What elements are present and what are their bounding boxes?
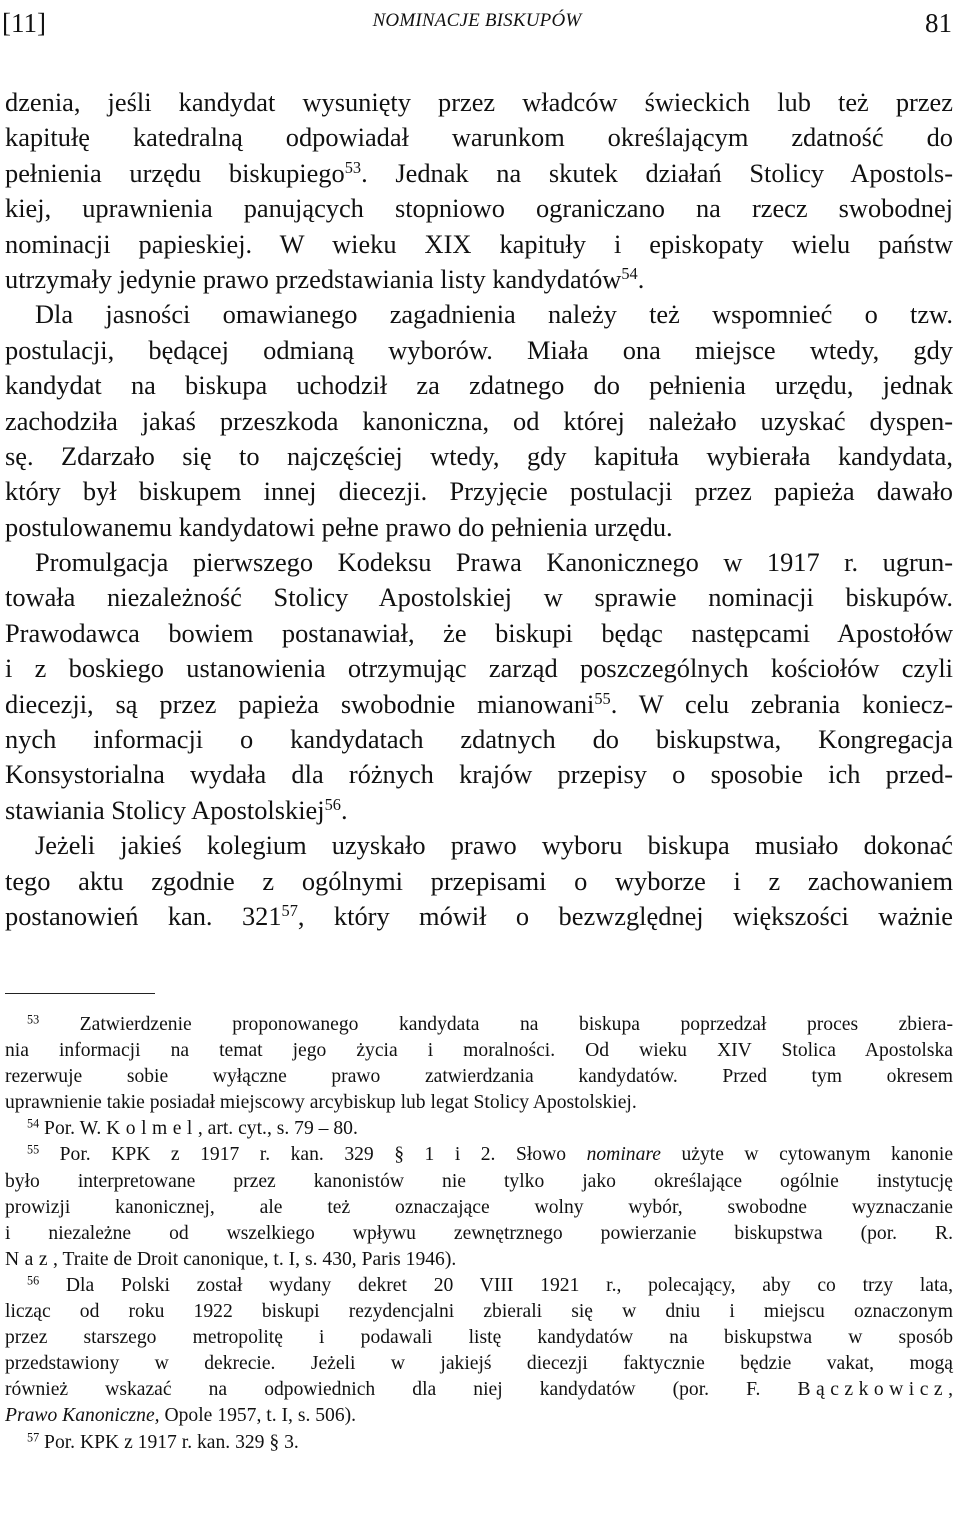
footnote-marker: 54 xyxy=(27,1116,40,1131)
author-name: Kolmel xyxy=(106,1118,198,1140)
body-line: towała niezależność Stolicy Apostolskiej w sprawie nominacji biskupów. xyxy=(5,582,953,613)
author-name: Naz xyxy=(5,1248,54,1270)
text-run: również wskazać na odpowiednich dla niej kandydatów (por. F. xyxy=(5,1379,761,1401)
text-run: , art. cyt., s. 79 – 80. xyxy=(197,1118,358,1140)
text-run: Zatwierdzenie proponowanego kandydata na biskupa poprzedzał proces zbiera- xyxy=(79,1014,953,1035)
footnote-marker: 56 xyxy=(27,1273,40,1288)
section-number: [11] xyxy=(2,8,46,38)
body-line: zachodziła jakaś przeszkoda kanoniczna, od której należało uzyskać dyspen- xyxy=(5,405,953,436)
body-line xyxy=(5,156,953,191)
text-run: Por. W. xyxy=(44,1118,102,1140)
footnote-ref-56: 56 xyxy=(324,794,341,814)
body-line: i z boskiego ustanowienia otrzymując zarząd poszczególnych kościołów czyli xyxy=(5,653,953,684)
body-line: dzenia, jeśli kandydat wysunięty przez władców świeckich lub też przez xyxy=(5,87,953,117)
footnote-line xyxy=(5,1247,953,1273)
text-run: Por. KPK z 1917 r. kan. 329 § 1 i 2. Słowo xyxy=(59,1144,567,1166)
text-run: stawiania Stolicy Apostolskiej xyxy=(5,794,325,825)
footnote-54 xyxy=(5,1116,953,1142)
body-line: kandydat na biskupa uchodził za zdatnego do pełnienia urzędu, jednak xyxy=(5,370,953,401)
text-run: pełnienia urzędu biskupiego xyxy=(5,157,345,188)
footnote-marker: 53 xyxy=(27,1012,40,1027)
text-run: użyte w cytowanym kanonie xyxy=(681,1144,954,1166)
page-number: 81 xyxy=(925,8,952,38)
body-line: kapitułę katedralną odpowiadał warunkom określającym zdatność do xyxy=(5,122,953,153)
body-line: Dla jasności omawianego zagadnienia należy też wspomnieć o tzw. xyxy=(35,299,953,330)
footnote-line: przedstawiony w dekrecie. Jeżeli w jakiejś diecezji faktycznie będzie vakat, mogą xyxy=(5,1353,953,1375)
footnote-marker: 57 xyxy=(27,1429,40,1444)
text-run: . xyxy=(637,263,645,294)
footnote-line: prowizji kanonicznej, ale też oznaczające wolny wybór, swobodne wyznaczanie xyxy=(5,1196,953,1218)
text-run: . xyxy=(340,794,348,825)
body-line: nominacji papieskiej. W wieku XIX kapituły i episkopaty wielu państw xyxy=(5,228,953,259)
footnote-line xyxy=(5,1377,953,1403)
text-run: Por. KPK z 1917 r. kan. 329 § 3. xyxy=(44,1431,299,1453)
footnote-line: nia informacji na temat jego życia i moralności. Od wieku XIV Stolica Apostolska xyxy=(5,1040,953,1062)
footnotes xyxy=(5,1012,953,1456)
text-run: diecezji, są przez papieża swobodnie mianowani xyxy=(5,688,595,719)
body-line: który był biskupem innej diecezji. Przyjęcie postulacji przez papieża dawało xyxy=(5,476,953,507)
text-run: , xyxy=(948,1379,953,1401)
running-title: NOMINACJE BISKUPÓW xyxy=(372,10,582,31)
footnote-ref-53: 53 xyxy=(344,157,362,177)
body-line: postulowanemu kandydatowi pełne prawo do pełnienia urzędu. xyxy=(5,511,673,542)
text-run: . W celu zebrania koniecz- xyxy=(610,688,953,719)
body-line xyxy=(5,262,953,297)
body-line: kiej, uprawnienia panujących stopniowo ograniczano na rzecz swobodnej xyxy=(5,193,953,224)
body-line: nych informacji o kandydatach zdatnych do biskupstwa, Kongregacja xyxy=(5,724,953,755)
footnote-line: było interpretowane przez kanonistów nie tylko jako określające ogólnie instytucję xyxy=(5,1170,953,1192)
footnote-ref-54: 54 xyxy=(621,263,638,283)
italic-title: Prawo Kanoniczne, xyxy=(5,1405,160,1427)
footnote-55 xyxy=(5,1142,953,1168)
body-line: Jeżeli jakieś kolegium uzyskało prawo wyboru biskupa musiało dokonać xyxy=(35,830,953,861)
footnote-separator xyxy=(5,993,155,994)
body-line xyxy=(5,899,953,934)
body-line: tego aktu zgodnie z ogólnymi przepisami o wyborze i z zachowaniem xyxy=(5,865,953,896)
footnote-marker: 55 xyxy=(27,1142,40,1157)
running-header xyxy=(2,4,952,44)
body-line xyxy=(5,687,953,722)
body-line: Promulgacja pierwszego Kodeksu Prawa Kanonicznego w 1917 r. ugrun- xyxy=(35,547,953,578)
footnote-line: licząc od roku 1922 biskupi rezydencjalni zbierali się w dniu i miejscu oznaczonym xyxy=(5,1301,953,1323)
footnote-ref-55: 55 xyxy=(594,688,611,708)
author-name: Bączkowicz xyxy=(797,1379,949,1401)
text-run: . Jednak na skutek działań Stolicy Apostols- xyxy=(361,157,953,188)
footnote-line: rezerwuje sobie wyłączne prawo zatwierdzania kandydatów. Przed tym okresem xyxy=(5,1066,953,1088)
body-line: Prawodawca bowiem postanawiał, że biskupi będąc następcami Apostołów xyxy=(5,617,953,648)
footnote-ref-57: 57 xyxy=(281,900,298,920)
footnote-line: przez starszego metropolitę i podawali listę kandydatów na biskupstwa w sposób xyxy=(5,1327,953,1349)
footnote-53 xyxy=(5,1012,953,1038)
body-line: sę. Zdarzało się to najczęściej wtedy, gdy kapituła wybierała kandydata, xyxy=(5,440,953,471)
body-line: Konsystorialna wydała dla różnych krajów przepisy o sposobie ich przed- xyxy=(5,759,953,790)
footnote-57 xyxy=(5,1430,953,1456)
text-run: postanowień kan. 321 xyxy=(5,900,282,931)
footnote-line: uprawnienie takie posiadał miejscowy arcybiskup lub legat Stolicy Apostolskiej. xyxy=(5,1092,637,1114)
text-run: Dla Polski został wydany dekret 20 VIII 1921 r., polecający, aby co trzy lata, xyxy=(65,1274,953,1296)
footnote-line xyxy=(5,1403,953,1429)
body-line: postulacji, będącej odmianą wyborów. Miała ona miejsce wtedy, gdy xyxy=(5,334,953,365)
text-run: utrzymały jedynie prawo przedstawiania listy kandydatów xyxy=(5,263,622,294)
text-run: Opole 1957, t. I, s. 506). xyxy=(164,1405,357,1427)
body-line xyxy=(5,793,953,828)
italic-term: nominare xyxy=(586,1144,661,1166)
footnote-56 xyxy=(5,1273,953,1299)
body-text xyxy=(5,85,953,934)
footnote-line: i niezależne od wszelkiego wpływu zewnętrznego powierzanie biskupstwa (por. R. xyxy=(5,1222,953,1244)
text-run: , który mówił o bezwzględnej większości ważnie xyxy=(297,900,953,931)
text-run: , Traite de Droit canonique, t. I, s. 430, Paris 1946). xyxy=(53,1248,457,1270)
